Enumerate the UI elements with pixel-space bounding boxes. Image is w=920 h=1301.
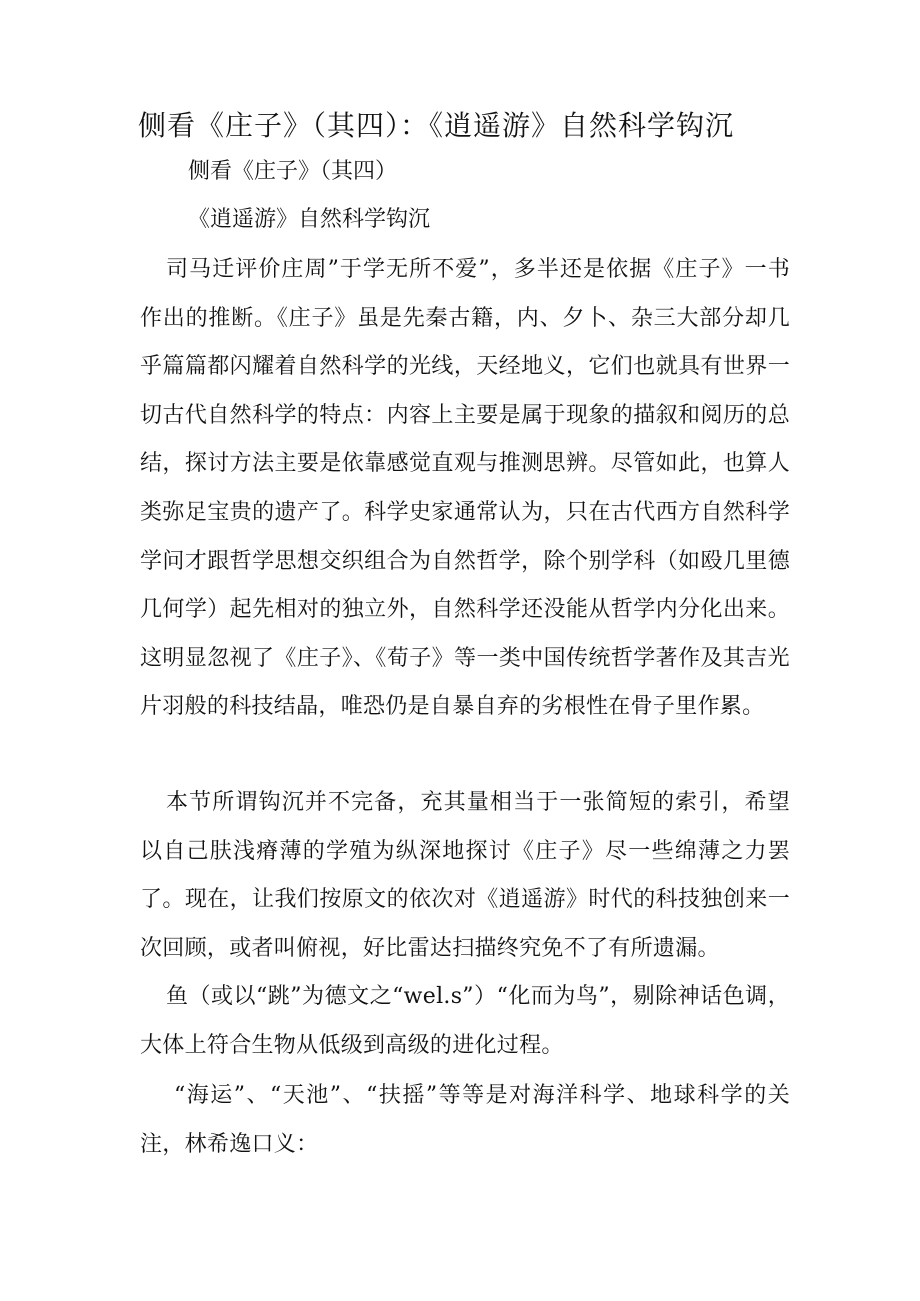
document-section-heading: 《逍遥游》自然科学钩沉 (188, 207, 431, 232)
paragraph-fish-bird: 鱼（或以“跳”为德文之“wel.s”）“化而为鸟”，剔除神话色调，大体上符合生物从低级到高级的进化过程。 (140, 984, 790, 1058)
paragraph-intro: 司马迁评价庄周”于学无所不爱”，多半还是依据《庄子》一书作出的推断。《庄子》虽是先秦古籍，内、夕卜、杂三大部分却几乎篇篇都闪耀着自然科学的光线，天经地义，它们也就具有世界一切古代自然科学的特点：内容上主要是属于现象的描叙和阅历的总结，探讨方法主要是依靠感觉直观与推测思辨。尽管如此，也算人类弥足宝贵的遗产了。科学史家通常认为，只在古代西方自然科学学问才跟哲学思想交织组合为自然哲学，除个别学科（如殴几里德几何学）起先相对的独立外，自然科学还没能从哲学内分化出来。这明显忽视了《庄子》、《荀子》等一类中国传统哲学著作及其吉光片羽般的科技结晶，唯恐仍是自暴自弃的劣根性在骨子里作累。 (140, 257, 790, 720)
document-title: 侧看《庄子》（其四）：《逍遥游》自然科学钩沉 (138, 109, 735, 142)
paragraph-ocean-science: “海运”、“天池”、“扶摇”等等是对海洋科学、地球科学的关注，林希逸口义： (140, 1083, 790, 1157)
paragraph-scope: 本节所谓钩沉并不完备，充其量相当于一张简短的索引，希望以自己肤浅瘠薄的学殖为纵深地探讨《庄子》尽一些绵薄之力罢了。现在，让我们按原文的依次对《逍遥游》时代的科技独创来一次回顾，或者叫俯视，好比雷达扫描终究免不了有所遗漏。 (140, 790, 790, 961)
document-subtitle: 侧看《庄子》（其四） (188, 159, 398, 184)
